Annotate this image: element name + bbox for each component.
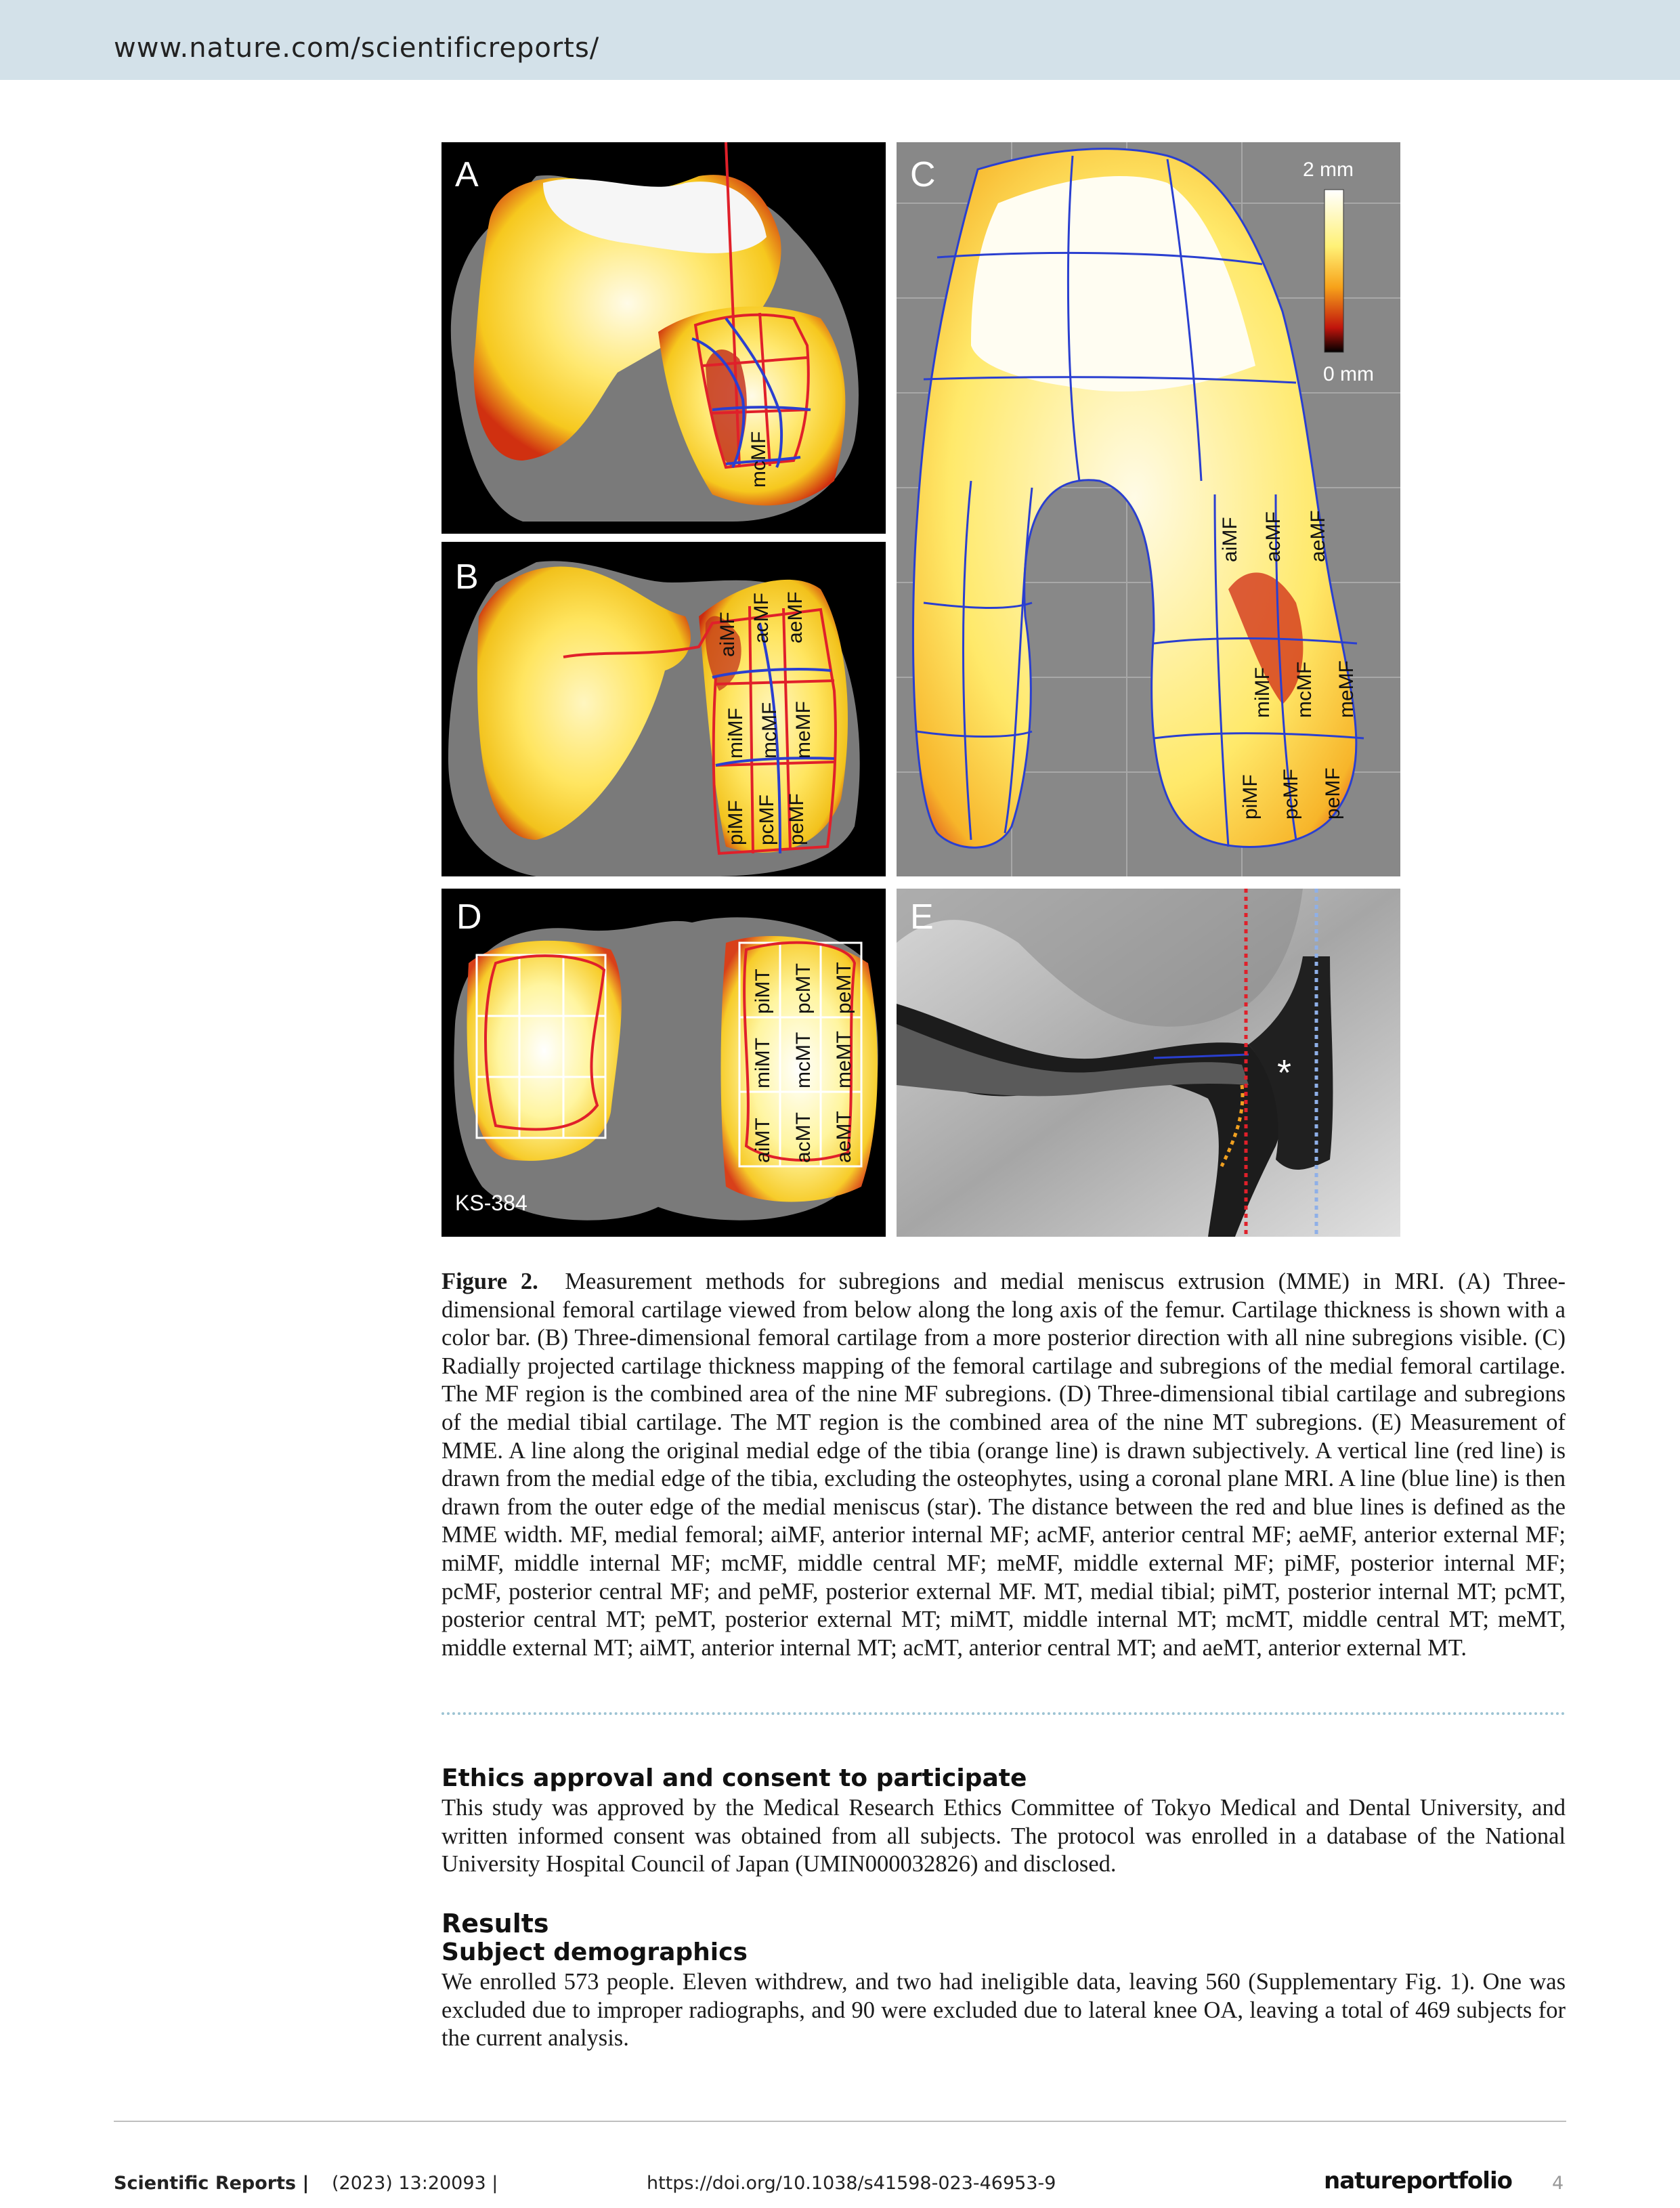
scale-top-label: 2 mm — [1303, 158, 1354, 181]
panel-a-label: A — [455, 155, 479, 194]
panel-e-image — [897, 889, 1400, 1237]
footer-volume: (2023) 13:20093 | — [332, 2173, 498, 2194]
section-divider — [441, 1712, 1566, 1715]
figure-panel-b — [441, 542, 886, 876]
panel-d-image — [441, 889, 886, 1237]
panel-b-sublabel: mcMF — [758, 702, 781, 759]
panel-e-label: E — [910, 897, 934, 937]
panel-a-sublabel: mcMF — [748, 431, 770, 488]
panel-b-sublabel: pcMF — [756, 794, 778, 845]
panel-d-sublabel: meMT — [833, 1031, 855, 1088]
panel-b-sublabel: aeMF — [784, 591, 806, 643]
panel-b-sublabel: meMF — [792, 701, 815, 759]
panel-d-sublabel: acMT — [792, 1112, 815, 1163]
panel-d-sublabel: mcMT — [792, 1032, 815, 1088]
panel-c-sublabel: piMF — [1239, 774, 1262, 820]
panel-d-sublabel: piMT — [752, 969, 774, 1014]
color-bar — [1324, 190, 1343, 352]
panel-d-sublabel: peMT — [833, 962, 855, 1014]
panel-b-sublabel: peMF — [785, 793, 808, 845]
results-heading: Results — [441, 1909, 549, 1938]
panel-b-sublabel: aiMF — [716, 612, 739, 657]
panel-c-label: C — [910, 155, 936, 194]
figure-panel-d — [441, 889, 886, 1237]
natureportfolio-logo: natureportfolio — [1324, 2167, 1512, 2194]
ethics-heading: Ethics approval and consent to participate — [441, 1764, 1027, 1792]
panel-c-image — [897, 142, 1400, 876]
panel-b-image — [441, 542, 886, 876]
ethics-paragraph: This study was approved by the Medical Research Ethics Committee of Tokyo Medical and Dental University, and written informed consent was obtained from all subjects. The protocol was enrolled in a database of the National University Hospital Council of Japan (UMIN000032826) and disclosed. — [441, 1795, 1566, 1877]
page-header — [0, 0, 1680, 80]
caption-text: Measurement methods for subregions and medial meniscus extrusion (MME) in MRI. (A) Three-dimensional femoral cartilage viewed from below along the long axis of the femur. Cartilage thickness is shown with a color bar. (B) Three-dimensional femoral cartilage from a more posterior direction with all nine subregions visible. (C) Radially projected cartilage thickness mapping of the femoral cartilage and subregions of the medial femoral cartilage. The MF region is the combined area of the nine MF subregions. (D) Three-dimensional tibial cartilage and subregions of the medial tibial cartilage. The MT region is the combined area of the nine MT subregions. (E) Measurement of MME. A line along the original medial edge of the tibia (orange line) is drawn subjectively. A vertical line (red line) is drawn from the medial edge of the tibia, excluding the osteophytes, using a coronal plane MRI. A line (blue line) is then drawn from the outer edge of the medial meniscus (star). The distance between the red and blue lines is defined as the MME width. MF, medial femoral; aiMF, anterior internal MF; acMF, anterior central MF; aeMF, anterior external MF; miMF, middle internal MF; mcMF, middle central MF; meMF, middle external MF; piMF, posterior internal MF; pcMF, posterior central MF; and peMF, posterior external MF. MT, medial tibial; piMT, posterior internal MT; pcMT, posterior central MT; peMT, posterior external MT; miMT, middle internal MT; mcMT, middle central MT; meMT, middle external MT; aiMT, anterior internal MT; acMT, anterior central MT; and aeMT, anterior external MT. — [441, 1269, 1566, 1661]
footer-doi-link[interactable]: https://doi.org/10.1038/s41598-023-46953-9 — [647, 2173, 1056, 2194]
panel-c-sublabel: pcMF — [1280, 769, 1302, 820]
subject-demographics-heading: Subject demographics — [441, 1938, 748, 1966]
figure-caption — [441, 1268, 1566, 1662]
panel-d-sublabel: miMT — [752, 1038, 774, 1088]
meniscus-star: * — [1277, 1053, 1292, 1093]
panel-d-label: D — [456, 897, 482, 937]
caption-label: Figure 2. — [441, 1269, 538, 1294]
panel-c-sublabel: peMF — [1322, 767, 1344, 820]
panel-a-image — [441, 142, 886, 534]
panel-c-sublabel: miMF — [1251, 667, 1274, 718]
panel-c-sublabel: mcMF — [1293, 661, 1316, 718]
panel-d-sublabel: aeMT — [833, 1111, 855, 1163]
footer-journal: Scientific Reports | — [114, 2173, 309, 2194]
figure-panel-c — [897, 142, 1400, 876]
page-number: 4 — [1552, 2173, 1564, 2194]
panel-c-sublabel: meMF — [1335, 660, 1358, 718]
results-paragraph: We enrolled 573 people. Eleven withdrew, and two had ineligible data, leaving 560 (Supplementary Fig. 1). One was excluded due to improper radiographs, and 90 were excluded due to lateral knee OA, leaving a total of 469 subjects for the current analysis. — [441, 1969, 1566, 2052]
panel-c-sublabel: acMF — [1262, 511, 1285, 562]
panel-b-sublabel: miMF — [725, 708, 747, 759]
panel-c-sublabel: aiMF — [1219, 517, 1241, 562]
scale-bottom-label: 0 mm — [1323, 363, 1374, 385]
specimen-id: KS-384 — [455, 1191, 527, 1215]
panel-d-sublabel: pcMT — [792, 963, 815, 1014]
journal-url[interactable]: www.nature.com/scientificreports/ — [114, 33, 600, 64]
panel-d-sublabel: aiMT — [752, 1118, 774, 1163]
figure-panel-a — [441, 142, 886, 534]
panel-b-label: B — [455, 557, 479, 597]
footer-divider — [114, 2121, 1566, 2122]
panel-b-sublabel: piMF — [725, 800, 747, 845]
panel-b-sublabel: acMF — [750, 593, 773, 643]
figure-panel-e — [897, 889, 1400, 1237]
panel-c-sublabel: aeMF — [1307, 510, 1329, 562]
